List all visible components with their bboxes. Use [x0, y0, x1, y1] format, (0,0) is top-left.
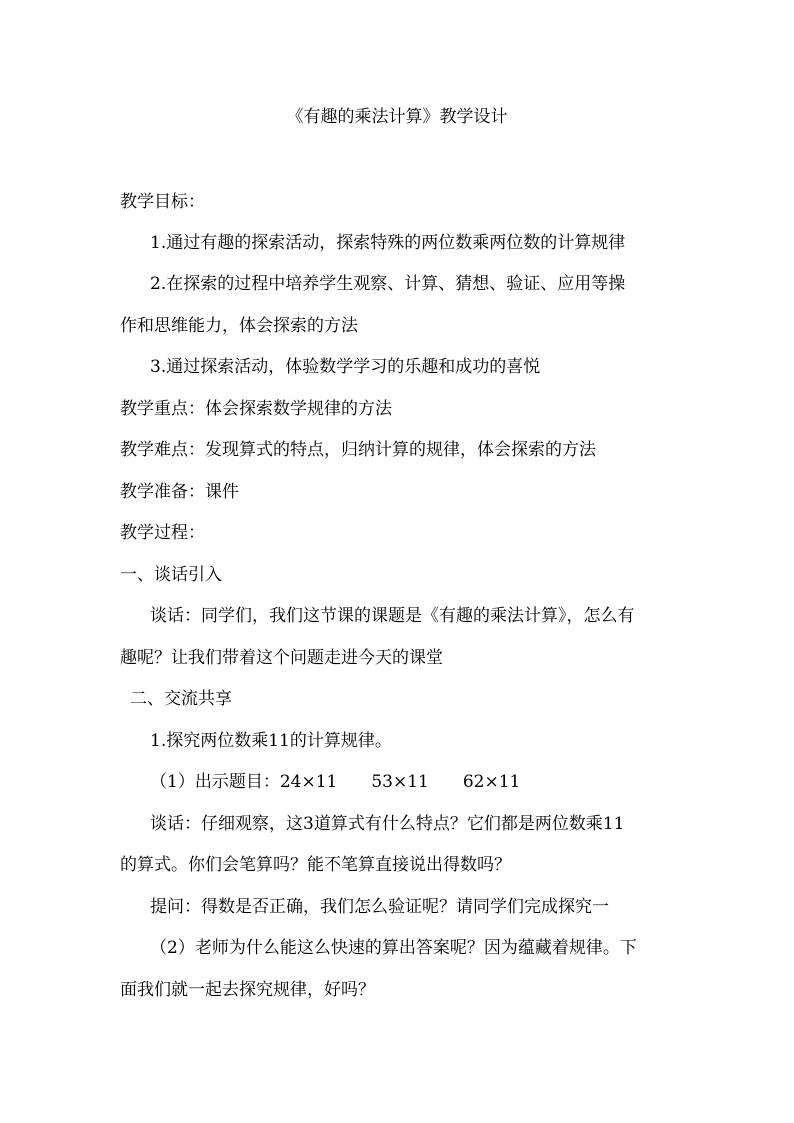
text-line-objective-3: 3.通过探索活动，体验数学学习的乐趣和成功的喜悦	[150, 357, 541, 377]
text-line-section-2-heading: 二、交流共享	[130, 689, 232, 709]
text-line-difficulties: 教学难点：发现算式的特点，归纳计算的规律，体会探索的方法	[120, 440, 596, 460]
text-line-talk-1-cont: 趣呢？让我们带着这个问题走进今天的课堂	[120, 648, 443, 668]
text-line-key-points: 教学重点：体会探索数学规律的方法	[120, 399, 392, 419]
text-line-question: 提问：得数是否正确，我们怎么验证呢？请同学们完成探究一	[150, 897, 609, 917]
text-line-teacher-why-cont: 面我们就一起去探究规律，好吗？	[120, 980, 375, 1000]
document-title: 《有趣的乘法计算》教学设计	[286, 107, 508, 127]
text-line-show-problems: （1）出示题目：24×11 53×11 62×11	[150, 772, 521, 792]
text-line-section-1-heading: 一、谈话引入	[120, 565, 222, 585]
text-line-preparation: 教学准备：课件	[120, 482, 239, 502]
text-line-objective-1: 1.通过有趣的探索活动，探索特殊的两位数乘两位数的计算规律	[150, 233, 626, 253]
text-line-objective-2-cont: 作和思维能力，体会探索的方法	[120, 316, 358, 336]
text-line-teacher-why: （2）老师为什么能这么快速的算出答案呢？因为蕴藏着规律。下	[150, 938, 637, 958]
text-line-talk-2: 谈话：仔细观察，这3道算式有什么特点？它们都是两位数乘11	[150, 814, 625, 834]
text-line-talk-2-cont: 的算式。你们会笔算吗？能不笔算直接说出得数吗？	[120, 855, 511, 875]
text-line-objectives-heading: 教学目标：	[120, 192, 205, 212]
text-line-explore-11: 1.探究两位数乘11的计算规律。	[150, 731, 392, 751]
text-line-talk-1: 谈话：同学们，我们这节课的课题是《有趣的乘法计算》，怎么有	[150, 606, 635, 626]
text-line-process-heading: 教学过程：	[120, 523, 205, 543]
text-line-objective-2: 2.在探索的过程中培养学生观察、计算、猜想、验证、应用等操	[150, 274, 626, 294]
